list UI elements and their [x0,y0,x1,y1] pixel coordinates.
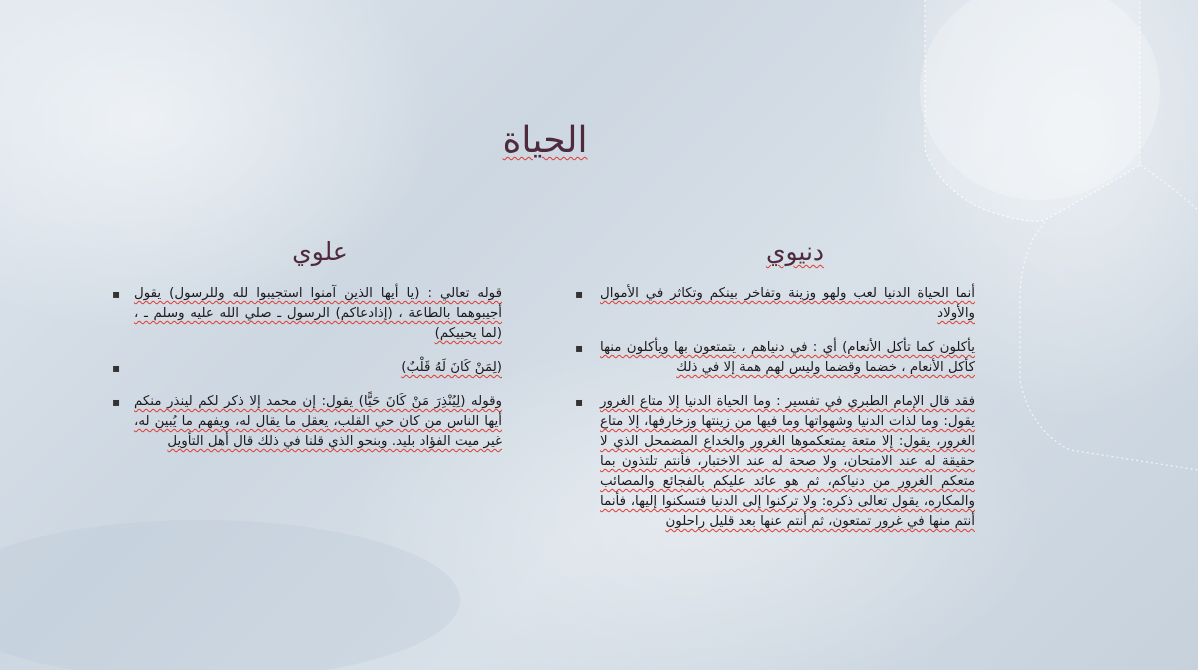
slide-title-text: الحياة [502,120,588,161]
list-item [112,284,502,344]
right-column-heading [715,234,875,270]
left-column-heading-text: علوي [292,237,348,266]
right-column-heading-text: دنيوي [765,237,825,266]
left-column-list [112,284,502,466]
right-column-list [575,284,975,546]
list-item-text: فقد قال الإمام الطبري في تفسير : وما الحياة الدنيا إلا متاع الغرور يقول: وما لذات الدنيا وشهواتها وما فيها من زينتها وزخارفها، إلا متاع الغرور، يقول: إلا متعة يمتعكموها الغرور والخداع المضمحل الذي لا حقيقة له عند الامتحان، ولا صحة له عند الاختبار، فأنتم تلتذون بما متعكم الغرور من دنياكم، ثم هو عائد عليكم بالفجائع والمصائب والمكاره، يقول تعالى ذكره: ولا تركنوا إلى الدنيا فتسكنوا إليها، فأنما أنتم منها في غرور تمتعون، ثم أنتم عنها بعد قليل راحلون [600,394,975,529]
bullet-icon: ▪ [112,361,121,375]
left-column-heading [240,234,400,270]
bullet-icon: ▪ [112,287,121,301]
list-item [575,338,975,378]
bullet-icon: ▪ [112,395,121,409]
list-item-text: وقوله (لِيُنْذِرَ مَنْ كَانَ حَيًّا) يقول: إن محمد إلا ذكر لكم لينذر منكم أيها الناس من كان حي القلب، يعقل ما يقال له، ويفهم ما يُبين له، غير ميت الفؤاد بليد. وبنحو الذي قلنا في ذلك قال أهل التأويل [134,394,502,449]
frame-curve-top [925,0,1140,221]
list-item [575,284,975,324]
list-item-text: (لِمَنْ كَانَ لَهُ قَلْبٌ) [401,360,502,375]
bullet-icon: ▪ [575,341,584,355]
bullet-icon: ▪ [575,395,584,409]
list-item [112,358,502,378]
slide-title [440,116,650,166]
frame-curve-right [1140,165,1198,210]
bullet-icon: ▪ [575,287,584,301]
list-item-text: أنما الحياة الدنيا لعب ولهو وزينة وتفاخر بينكم وتكاثر في الأموال والأولاد [600,286,975,321]
frame-curve-bottom [1020,222,1198,470]
list-item-text: يأكلون كما تأكل الأنعام) أي : في دنياهم ، يتمتعون بها ويأكلون منها كأكل الأنعام ، خضما وقضما وليس لهم همة إلا في ذلك [600,340,975,375]
list-item [112,392,502,452]
list-item [575,392,975,532]
list-item-text: قوله تعالي : (يا أيها الذين آمنوا استجيبوا لله وللرسول) يقول أجيبوهما بالطاعة ، (إذادعاكم) الرسول ـ صلي الله عليه وسلم ـ ، (لما يحييكم) [134,286,502,341]
